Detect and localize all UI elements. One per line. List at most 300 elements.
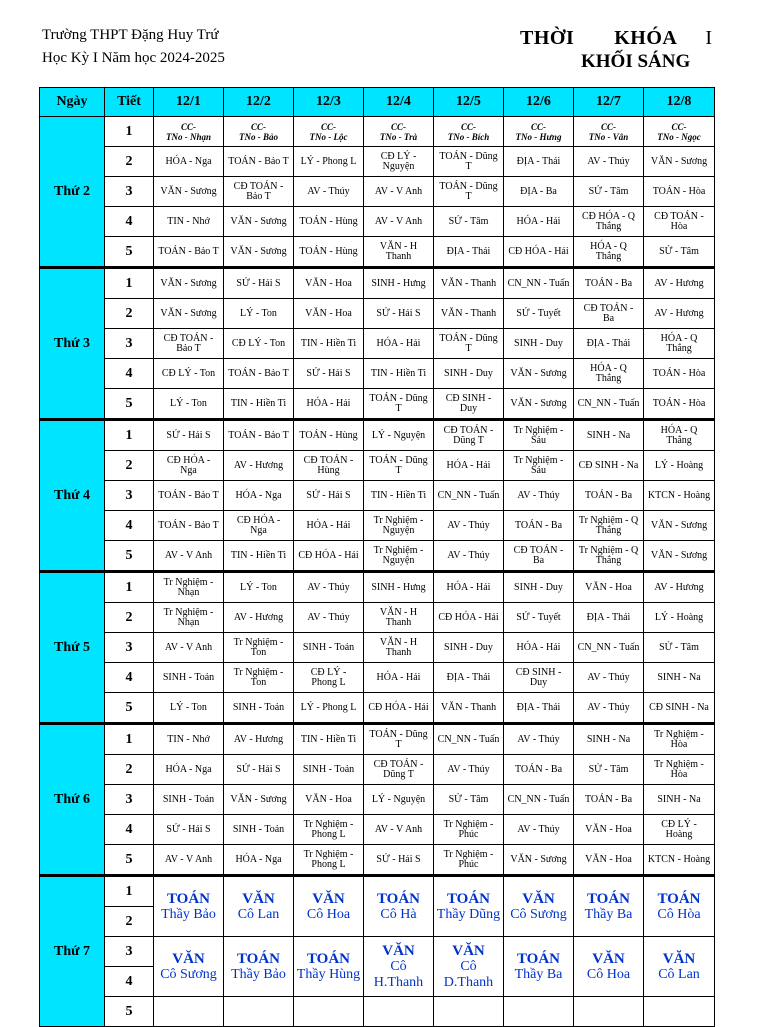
cell-line-1: VĂN - Sương bbox=[160, 277, 217, 289]
period-number: 5 bbox=[105, 237, 154, 268]
cell-line-1: VĂN - Hoa bbox=[305, 307, 352, 319]
lesson-subject: VĂN bbox=[172, 950, 205, 967]
cell-line-2: Hòa bbox=[670, 768, 688, 780]
cell-line-1: TOÁN - Ba bbox=[584, 793, 633, 805]
cell-line-2: TNo - Bích bbox=[447, 131, 490, 142]
table-row bbox=[40, 481, 715, 511]
schedule-cell bbox=[574, 633, 644, 663]
schedule-cell bbox=[574, 237, 644, 268]
cell-line-1: Tr Nghiệm - bbox=[513, 424, 564, 436]
day-label: Thứ 6 bbox=[40, 724, 105, 876]
cell-line-1: CĐ LÝ - bbox=[310, 666, 347, 678]
schedule-cell bbox=[294, 481, 364, 511]
lesson-subject: VĂN bbox=[382, 942, 415, 959]
cell-line-1: LÝ - Hoàng bbox=[654, 611, 704, 623]
cell-line-1: ĐỊA - Thái bbox=[516, 701, 561, 713]
cell-line-1: SỬ - Tâm bbox=[588, 185, 629, 197]
schedule-cell bbox=[154, 329, 224, 359]
cell-line-1: VĂN - Sương bbox=[230, 245, 287, 257]
period-number: 4 bbox=[105, 663, 154, 693]
schedule-cell bbox=[504, 633, 574, 663]
cell-line-1: CĐ SINH - bbox=[515, 666, 562, 678]
cell-line-1: AV - Thúy bbox=[447, 519, 490, 531]
schedule-cell bbox=[294, 511, 364, 541]
day-label: Thứ 2 bbox=[40, 117, 105, 268]
lesson-teacher: Thầy Bảo bbox=[231, 966, 286, 982]
schedule-cell bbox=[294, 572, 364, 603]
schedule-cell bbox=[434, 389, 504, 420]
saturday-lesson bbox=[434, 937, 504, 997]
schedule-cell bbox=[294, 299, 364, 329]
cell-line-1: SINH - Hưng bbox=[371, 277, 426, 289]
schedule-cell bbox=[504, 329, 574, 359]
schedule-cell bbox=[644, 329, 715, 359]
cell-line-1: AV - Thúy bbox=[587, 671, 630, 683]
schedule-cell bbox=[504, 603, 574, 633]
cell-line-1: SỬ - Hải S bbox=[166, 823, 211, 835]
cell-line-1: SINH - Toản bbox=[232, 823, 285, 835]
table-row bbox=[40, 420, 715, 451]
schedule-cell bbox=[434, 755, 504, 785]
schedule-cell bbox=[364, 420, 434, 451]
cell-line-2: Nguyện bbox=[382, 524, 415, 536]
lesson-subject: VĂN bbox=[522, 890, 555, 907]
schedule-cell bbox=[364, 633, 434, 663]
cell-line-1: CC- bbox=[530, 121, 546, 132]
schedule-cell bbox=[154, 207, 224, 237]
schedule-cell bbox=[294, 207, 364, 237]
header-class: 12/6 bbox=[504, 88, 574, 117]
cell-line-2: TNo - Nhạn bbox=[165, 131, 211, 142]
lesson-subject: TOÁN bbox=[586, 890, 631, 907]
schedule-cell bbox=[294, 815, 364, 845]
cell-line-1: AV - Thúy bbox=[587, 701, 630, 713]
cell-line-1: LÝ - Ton bbox=[240, 307, 277, 319]
schedule-cell bbox=[154, 420, 224, 451]
cell-line-1: VĂN - Thanh bbox=[440, 307, 497, 319]
cell-line-2: Hùng bbox=[317, 464, 340, 476]
cell-line-1: ĐỊA - Thái bbox=[446, 245, 491, 257]
schedule-cell bbox=[224, 177, 294, 207]
cell-line-1: TOÁN - Dũng bbox=[439, 332, 498, 344]
schedule-cell bbox=[504, 268, 574, 299]
schedule-cell bbox=[224, 541, 294, 572]
cell-line-1: SINH - Hưng bbox=[371, 581, 426, 593]
schedule-cell bbox=[224, 724, 294, 755]
cell-line-1: AV - Thúy bbox=[447, 763, 490, 775]
period-number: 4 bbox=[105, 815, 154, 845]
cell-line-1: HÓA - Nga bbox=[235, 853, 282, 865]
schedule-cell bbox=[504, 389, 574, 420]
cell-line-1: AV - Thúy bbox=[307, 185, 350, 197]
schedule-cell bbox=[154, 359, 224, 389]
cell-line-2: TNo - Trà bbox=[379, 131, 418, 142]
cell-line-2: Thanh bbox=[385, 646, 412, 658]
cell-line-1: TOÁN - Ba bbox=[584, 489, 633, 501]
schedule-cell bbox=[364, 451, 434, 481]
cell-line-1: Tr Nghiệm - Q bbox=[578, 514, 639, 526]
cell-line-1: SINH - Na bbox=[586, 429, 631, 441]
schedule-cell bbox=[504, 359, 574, 389]
schedule-cell bbox=[154, 755, 224, 785]
empty-cell bbox=[364, 997, 434, 1027]
period-number: 4 bbox=[105, 207, 154, 237]
schedule-cell bbox=[224, 359, 294, 389]
saturday-lesson bbox=[294, 876, 364, 937]
schedule-cell bbox=[294, 633, 364, 663]
cell-line-2: Nga bbox=[250, 524, 267, 536]
lesson-subject: TOÁN bbox=[516, 950, 561, 967]
lesson-subject: VĂN bbox=[312, 890, 345, 907]
cell-line-2: Phúc bbox=[458, 828, 479, 840]
period-number: 1 bbox=[105, 572, 154, 603]
schedule-cell bbox=[294, 693, 364, 724]
schedule-cell bbox=[574, 329, 644, 359]
schedule-cell bbox=[224, 693, 294, 724]
header-class: 12/7 bbox=[574, 88, 644, 117]
saturday-lesson bbox=[364, 937, 434, 997]
schedule-cell bbox=[224, 451, 294, 481]
period-number: 4 bbox=[105, 511, 154, 541]
cell-line-2: Sáu bbox=[531, 434, 546, 446]
cell-line-1: SỬ - Tâm bbox=[659, 641, 699, 653]
cell-line-1: AV - Thúy bbox=[447, 549, 490, 561]
cell-line-1: HÓA - Q bbox=[660, 332, 698, 344]
schedule-cell bbox=[644, 633, 715, 663]
schedule-cell bbox=[364, 603, 434, 633]
cell-line-1: ĐỊA - Thái bbox=[586, 611, 631, 623]
table-row bbox=[40, 997, 715, 1027]
cell-line-2: Nhạn bbox=[177, 616, 200, 628]
empty-cell bbox=[154, 997, 224, 1027]
period-number: 5 bbox=[105, 997, 154, 1027]
table-row bbox=[40, 237, 715, 268]
schedule-cell bbox=[364, 785, 434, 815]
cell-line-1: VĂN - Sương bbox=[650, 155, 708, 167]
cell-line-2: Dũng T bbox=[453, 434, 484, 446]
table-row bbox=[40, 755, 715, 785]
schedule-cell bbox=[644, 693, 715, 724]
schedule-cell bbox=[644, 724, 715, 755]
schedule-cell bbox=[364, 329, 434, 359]
cell-line-1: SINH - Toản bbox=[302, 641, 355, 653]
schedule-cell bbox=[644, 207, 715, 237]
table-row bbox=[40, 603, 715, 633]
cell-line-1: TOÁN - Dũng bbox=[369, 392, 428, 404]
timetable bbox=[39, 87, 715, 1027]
title-word-3: I bbox=[705, 27, 713, 49]
cell-line-1: Tr Nghiệm - bbox=[373, 514, 424, 526]
cell-line-1: LÝ - Hoàng bbox=[654, 459, 704, 471]
lesson-teacher: Cô Sương bbox=[510, 906, 567, 922]
schedule-cell bbox=[364, 755, 434, 785]
cell-line-1: CĐ LÝ - Ton bbox=[161, 367, 216, 379]
cell-line-2: Hòa bbox=[670, 738, 688, 750]
table-row bbox=[40, 147, 715, 177]
cell-line-2: T bbox=[465, 342, 472, 354]
cell-line-1: SỬ - Tuyết bbox=[516, 307, 561, 319]
cell-line-1: AV - Hương bbox=[233, 459, 284, 471]
cell-line-1: TOÁN - Dũng bbox=[439, 180, 498, 192]
schedule-cell bbox=[644, 511, 715, 541]
schedule-cell bbox=[364, 511, 434, 541]
cell-line-1: HÓA - Hải bbox=[516, 215, 561, 227]
cell-line-1: TOÁN - Hùng bbox=[299, 215, 358, 227]
schedule-cell bbox=[574, 420, 644, 451]
cell-line-1: TOÁN - Dũng bbox=[369, 728, 428, 740]
cell-line-2: Nhạn bbox=[177, 586, 200, 598]
day-label: Thứ 7 bbox=[40, 876, 105, 1027]
title-word-1: THỜI bbox=[520, 27, 575, 49]
cell-line-1: Tr Nghiệm - bbox=[373, 544, 424, 556]
cell-line-2: Hoàng bbox=[665, 828, 693, 840]
schedule-cell bbox=[154, 117, 224, 147]
cell-line-1: HÓA - Nga bbox=[165, 763, 212, 775]
cell-line-1: SINH - Duy bbox=[514, 337, 563, 349]
cell-line-1: TOÁN - Bảo T bbox=[158, 489, 219, 501]
schedule-cell bbox=[644, 117, 715, 147]
saturday-lesson bbox=[574, 937, 644, 997]
cell-line-1: VĂN - Sương bbox=[160, 185, 217, 197]
schedule-cell bbox=[154, 603, 224, 633]
cell-line-1: Tr Nghiệm - bbox=[443, 818, 494, 830]
cell-line-1: CĐ TOÁN - bbox=[163, 332, 214, 344]
schedule-cell bbox=[224, 511, 294, 541]
cell-line-1: CĐ HÓA - bbox=[166, 454, 211, 466]
saturday-lesson bbox=[644, 876, 715, 937]
schedule-cell bbox=[154, 724, 224, 755]
schedule-cell bbox=[434, 481, 504, 511]
cell-line-1: Tr Nghiệm - bbox=[303, 848, 354, 860]
lesson-teacher: Thầy Bảo bbox=[161, 906, 216, 922]
table-row bbox=[40, 815, 715, 845]
cell-line-1: SINH - Duy bbox=[514, 581, 563, 593]
cell-line-1: TOÁN - Bảo T bbox=[228, 155, 289, 167]
schedule-cell bbox=[364, 724, 434, 755]
cell-line-1: CĐ TOÁN - bbox=[373, 758, 424, 770]
cell-line-1: AV - Hương bbox=[654, 307, 704, 319]
cell-line-2: Thắng bbox=[595, 524, 622, 536]
cell-line-1: CĐ SINH - Na bbox=[649, 701, 709, 713]
table-row bbox=[40, 389, 715, 420]
cell-line-1: TIN - Hiền Ti bbox=[370, 367, 427, 379]
lesson-teacher: Thầy Ba bbox=[514, 966, 563, 982]
table-row bbox=[40, 845, 715, 876]
cell-line-2: TNo - Vân bbox=[588, 131, 629, 142]
table-row bbox=[40, 724, 715, 755]
schedule-cell bbox=[434, 693, 504, 724]
cell-line-1: VĂN - Hoa bbox=[585, 823, 632, 835]
lesson-subject: TOÁN bbox=[306, 950, 351, 967]
schedule-cell bbox=[574, 451, 644, 481]
cell-line-1: CĐ SINH - bbox=[445, 392, 492, 404]
schedule-cell bbox=[364, 207, 434, 237]
schedule-cell bbox=[504, 785, 574, 815]
cell-line-1: HÓA - Q bbox=[660, 424, 698, 436]
cell-line-1: KTCN - Hoàng bbox=[647, 853, 711, 865]
cell-line-1: TIN - Hiền Ti bbox=[230, 549, 287, 561]
cell-line-1: CĐ TOÁN - bbox=[513, 544, 564, 556]
cell-line-1: VĂN - Sương bbox=[230, 793, 287, 805]
cell-line-1: HÓA - Hải bbox=[306, 519, 351, 531]
schedule-cell bbox=[224, 237, 294, 268]
period-number: 1 bbox=[105, 876, 154, 907]
cell-line-1: SỬ - Tuyết bbox=[516, 611, 561, 623]
table-row bbox=[40, 633, 715, 663]
schedule-cell bbox=[644, 785, 715, 815]
cell-line-1: SINH - Na bbox=[586, 733, 631, 745]
schedule-cell bbox=[434, 117, 504, 147]
cell-line-1: CC- bbox=[250, 121, 266, 132]
cell-line-1: TOÁN - Hùng bbox=[299, 245, 358, 257]
cell-line-2: Phong L bbox=[311, 676, 346, 688]
lesson-subject: VĂN bbox=[452, 942, 485, 959]
schedule-cell bbox=[644, 451, 715, 481]
schedule-cell bbox=[574, 511, 644, 541]
period-number: 3 bbox=[105, 785, 154, 815]
schedule-cell bbox=[434, 451, 504, 481]
schedule-cell bbox=[504, 541, 574, 572]
cell-line-2: Duy bbox=[459, 402, 478, 414]
period-number: 3 bbox=[105, 937, 154, 967]
cell-line-1: HÓA - Hải bbox=[516, 641, 561, 653]
cell-line-1: CĐ LÝ - bbox=[380, 150, 417, 162]
cell-line-2: TNo - Hưng bbox=[515, 131, 562, 142]
cell-line-1: TIN - Hiền Ti bbox=[370, 489, 427, 501]
lesson-subject: TOÁN bbox=[446, 890, 491, 907]
day-label: Thứ 3 bbox=[40, 268, 105, 420]
cell-line-1: HÓA - Nga bbox=[165, 155, 212, 167]
schedule-cell bbox=[644, 845, 715, 876]
cell-line-1: TOÁN - Bảo T bbox=[228, 367, 289, 379]
cell-line-1: VĂN - Sương bbox=[510, 367, 567, 379]
cell-line-1: SỬ - Hải S bbox=[306, 489, 351, 501]
schedule-cell bbox=[224, 268, 294, 299]
table-row bbox=[40, 299, 715, 329]
schedule-cell bbox=[294, 268, 364, 299]
schedule-cell bbox=[294, 147, 364, 177]
cell-line-1: AV - V Anh bbox=[374, 215, 423, 227]
lesson-teacher: Cô D.Thanh bbox=[443, 958, 494, 990]
schedule-cell bbox=[154, 237, 224, 268]
cell-line-1: TOÁN - Bảo T bbox=[158, 519, 219, 531]
cell-line-2: Thắng bbox=[595, 372, 622, 384]
schedule-cell bbox=[574, 117, 644, 147]
cell-line-1: VĂN - Sương bbox=[230, 215, 287, 227]
schedule-cell bbox=[504, 420, 574, 451]
cell-line-1: CN_NN - Tuấn bbox=[507, 277, 570, 289]
cell-line-1: CC- bbox=[390, 121, 406, 132]
schedule-cell bbox=[504, 299, 574, 329]
cell-line-1: AV - Hương bbox=[233, 611, 284, 623]
schedule-cell bbox=[644, 663, 715, 693]
cell-line-1: VĂN - Hoa bbox=[305, 793, 352, 805]
cell-line-1: SỬ - Hải S bbox=[376, 307, 421, 319]
cell-line-1: HÓA - Hải bbox=[446, 459, 491, 471]
cell-line-1: AV - Thúy bbox=[307, 581, 350, 593]
cell-line-1: LÝ - Ton bbox=[240, 581, 277, 593]
schedule-cell bbox=[364, 693, 434, 724]
cell-line-1: SINH - Na bbox=[657, 793, 701, 805]
schedule-cell bbox=[504, 511, 574, 541]
schedule-cell bbox=[434, 603, 504, 633]
cell-line-2: Ba bbox=[602, 312, 615, 324]
cell-line-1: CĐ HÓA - Hải bbox=[298, 549, 359, 561]
cell-line-1: Tr Nghiệm - bbox=[303, 818, 354, 830]
schedule-cell bbox=[644, 481, 715, 511]
cell-line-1: CĐ TOÁN - bbox=[303, 454, 354, 466]
cell-line-1: LÝ - Nguyện bbox=[371, 793, 426, 805]
cell-line-1: HÓA - Hải bbox=[446, 581, 491, 593]
cell-line-1: VĂN - Thanh bbox=[440, 277, 497, 289]
schedule-cell bbox=[224, 663, 294, 693]
schedule-cell bbox=[434, 359, 504, 389]
schedule-cell bbox=[434, 420, 504, 451]
cell-line-2: Ba bbox=[532, 554, 545, 566]
empty-cell bbox=[574, 997, 644, 1027]
cell-line-2: Bảo T bbox=[176, 342, 201, 354]
cell-line-1: AV - Thúy bbox=[517, 733, 560, 745]
lesson-teacher: Thầy Hùng bbox=[296, 966, 361, 982]
cell-line-1: CĐ LÝ - Ton bbox=[231, 337, 286, 349]
lesson-subject: TOÁN bbox=[657, 890, 701, 907]
schedule-cell bbox=[364, 359, 434, 389]
table-row bbox=[40, 207, 715, 237]
lesson-teacher: Cô Lan bbox=[237, 906, 280, 922]
schedule-cell bbox=[154, 268, 224, 299]
school-name: Trường THPT Đặng Huy Trứ bbox=[42, 27, 219, 43]
cell-line-1: Tr Nghiệm - bbox=[513, 454, 564, 466]
schedule-cell bbox=[434, 237, 504, 268]
schedule-cell bbox=[434, 177, 504, 207]
cell-line-2: Thắng bbox=[595, 220, 622, 232]
schedule-cell bbox=[644, 755, 715, 785]
schedule-cell bbox=[294, 420, 364, 451]
schedule-cell bbox=[154, 815, 224, 845]
schedule-cell bbox=[504, 693, 574, 724]
saturday-lesson bbox=[364, 876, 434, 937]
period-number: 5 bbox=[105, 845, 154, 876]
schedule-cell bbox=[224, 633, 294, 663]
schedule-cell bbox=[154, 633, 224, 663]
schedule-cell bbox=[504, 481, 574, 511]
schedule-cell bbox=[224, 147, 294, 177]
schedule-cell bbox=[574, 177, 644, 207]
schedule-cell bbox=[294, 177, 364, 207]
cell-line-1: CĐ LÝ - bbox=[661, 818, 697, 830]
lesson-subject: TOÁN bbox=[236, 950, 281, 967]
schedule-cell bbox=[644, 237, 715, 268]
schedule-cell bbox=[574, 389, 644, 420]
cell-line-1: ĐỊA - Ba bbox=[520, 185, 557, 197]
cell-line-1: TOÁN - Bảo T bbox=[158, 245, 219, 257]
cell-line-1: AV - Thúy bbox=[307, 611, 350, 623]
cell-line-1: VĂN - H bbox=[379, 240, 418, 252]
saturday-lesson bbox=[574, 876, 644, 937]
schedule-cell bbox=[504, 572, 574, 603]
lesson-teacher: Cô Lan bbox=[658, 966, 700, 982]
schedule-cell bbox=[224, 329, 294, 359]
lesson-teacher: Cô Hoa bbox=[306, 906, 351, 922]
period-number: 2 bbox=[105, 451, 154, 481]
schedule-cell bbox=[504, 177, 574, 207]
document-title bbox=[520, 27, 713, 50]
cell-line-1: SỬ - Hải S bbox=[236, 277, 281, 289]
saturday-lesson bbox=[504, 937, 574, 997]
schedule-cell bbox=[364, 663, 434, 693]
cell-line-1: CN_NN - Tuấn bbox=[577, 397, 640, 409]
schedule-cell bbox=[434, 815, 504, 845]
